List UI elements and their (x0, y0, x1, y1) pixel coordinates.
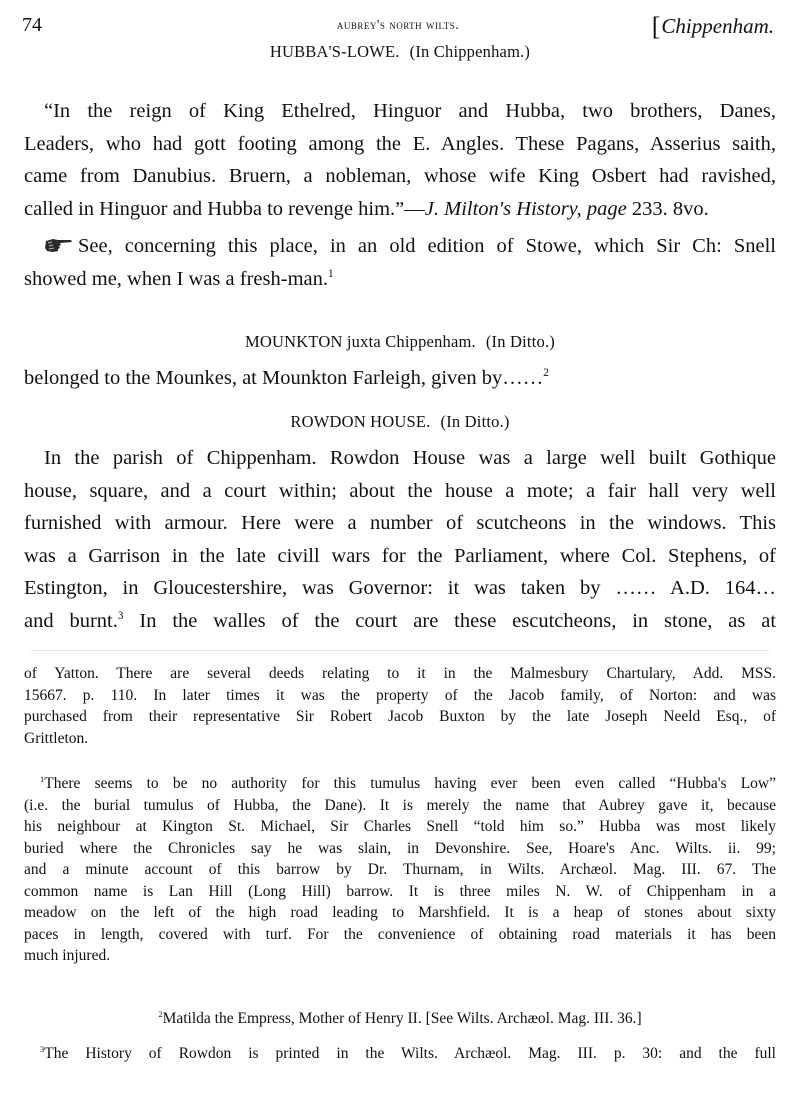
rowdon-burnt: and burnt. (24, 609, 118, 632)
section-bracket: [ (651, 12, 661, 41)
footnote-line: (i.e. the burial tumulus of Hubba, the Dane). It is merely the name that Aubrey gave it, because (24, 796, 776, 814)
heading-note: (In Ditto.) (440, 412, 510, 431)
footnote-line: and a minute account of this barrow by Dr. Thurnam, in Wilts. Archæol. Mag. III. 67. The (24, 861, 776, 878)
manicule-pointing-hand-icon (44, 232, 74, 250)
quote-end: called in Hinguor and Hubba to revenge him.”— (24, 197, 425, 220)
text-line: “In the reign of King Ethelred, Hinguor and Hubba, two brothers, Danes, (44, 100, 776, 122)
footnote-line: Grittleton. (24, 729, 89, 747)
page-number: 74 (22, 14, 42, 36)
text-line: house, square, and a court within; about the house a mote; a fair hall very well (24, 479, 776, 502)
paragraph-rowdon (24, 442, 776, 637)
text-line: Estington, in Gloucestershire, was Governor: it was taken by …… A.D. 164… (24, 577, 776, 599)
citation: J. Milton's History, page (424, 197, 627, 220)
footnote-line: 15667. p. 110. In later times it was the property of the Jacob family, of Norton: and was (24, 686, 776, 704)
footnote-number: 2 (158, 1008, 163, 1019)
footnote-text: There seems to be no authority for this tumulus having ever been even called “Hubba's Low” (44, 775, 776, 792)
mounkton-text: belonged to the Mounkes, at Mounkton Farleigh, given by…… (24, 367, 544, 389)
heading-title: ROWDON HOUSE. (290, 412, 431, 431)
footnote-ref[interactable]: 1 (328, 267, 334, 280)
rowdon-walles: In the walles of the court are these escutcheons, in stone, as at (123, 609, 777, 632)
footnote-continued (24, 663, 776, 749)
footnote-line: his neighbour at Kington St. Michael, Sir Charles Snell “told him so.” Hubba was most likely (24, 818, 776, 835)
text-line: came from Danubius. Bruern, a nobleman, whose wife King Osbert had ravished, (24, 165, 776, 187)
running-head (22, 10, 774, 40)
footnote-line: of Yatton. There are several deeds relating to it in the Malmesbury Chartulary, Add. MSS. (24, 665, 776, 682)
footnote-line (24, 1043, 776, 1065)
paragraph-stowe-note (24, 230, 776, 295)
text-line: Leaders, who had gott footing among the E. Angles. These Pagans, Asserius saith, (24, 132, 776, 155)
heading-note: (In Chippenham.) (409, 42, 531, 61)
footnote-1 (24, 773, 776, 967)
heading-note: (In Ditto.) (485, 332, 555, 351)
footnote-text: The History of Rowdon is printed in the Wilts. Archæol. Mag. III. p. 30: and the full (44, 1045, 776, 1062)
footnote-line: paces in length, covered with turf. For the convenience of obtaining road materials it has been (24, 925, 776, 943)
citation-page: 233. 8vo. (626, 197, 709, 220)
section-heading-mounkton (0, 332, 800, 352)
text-line (24, 605, 776, 638)
section-heading-hubbas-lowe (0, 42, 800, 62)
section-heading-rowdon-house (0, 412, 800, 432)
heading-title: HUBBA'S-LOWE. (269, 42, 400, 61)
footnote-number: 1 (40, 773, 45, 784)
paragraph-milton-quote (24, 95, 776, 225)
footnote-line: common name is Lan Hill (Long Hill) barrow. It is three miles N. W. of Chippenham in a (24, 882, 776, 900)
running-section (652, 10, 774, 40)
footnote-3 (24, 1043, 776, 1065)
text-line: furnished with armour. Here were a number of scutcheons in the windows. This (24, 512, 776, 534)
section-name: Chippenham. (661, 14, 774, 38)
footnote-separator (30, 650, 770, 651)
footnote-line: much injured. (24, 947, 111, 964)
text-line (24, 230, 776, 263)
footnote-line: meadow on the left of the high road leading to Marshfield. It is a heap of stones about sixty (24, 904, 776, 921)
stowe-text-end: showed me, when I was a fresh-man. (24, 267, 328, 290)
running-title: aubrey's north wilts. (336, 17, 460, 32)
footnote-line (24, 773, 776, 795)
footnote-line: buried where the Chronicles say he was slain, in Devonshire. See, Hoare's Anc. Wilts. ii. 99; (24, 839, 776, 857)
footnote-ref[interactable]: 3 (117, 609, 124, 622)
footnote-ref[interactable]: 2 (543, 367, 549, 380)
text-line (24, 193, 776, 226)
text-line: In the parish of Chippenham. Rowdon House was a large well built Gothique (44, 447, 776, 469)
footnote-line (0, 1008, 800, 1030)
footnote-number: 3 (40, 1043, 45, 1054)
footnote-2 (0, 1008, 800, 1030)
footnote-text: Matilda the Empress, Mother of Henry II. [See Wilts. Archæol. Mag. III. 36.] (162, 1010, 642, 1027)
paragraph-mounkton (24, 362, 776, 395)
stowe-text: See, concerning this place, in an old edition of Stowe, which Sir Ch: Snell (78, 235, 776, 257)
text-line (24, 263, 776, 296)
footnote-line: purchased from their representative Sir Robert Jacob Buxton by the late Joseph Neeld Esq., of (24, 708, 776, 725)
text-line (24, 362, 776, 395)
heading-title: MOUNKTON juxta Chippenham. (245, 332, 476, 351)
text-line: was a Garrison in the late civill wars for the Parliament, where Col. Stephens, of (24, 544, 776, 567)
